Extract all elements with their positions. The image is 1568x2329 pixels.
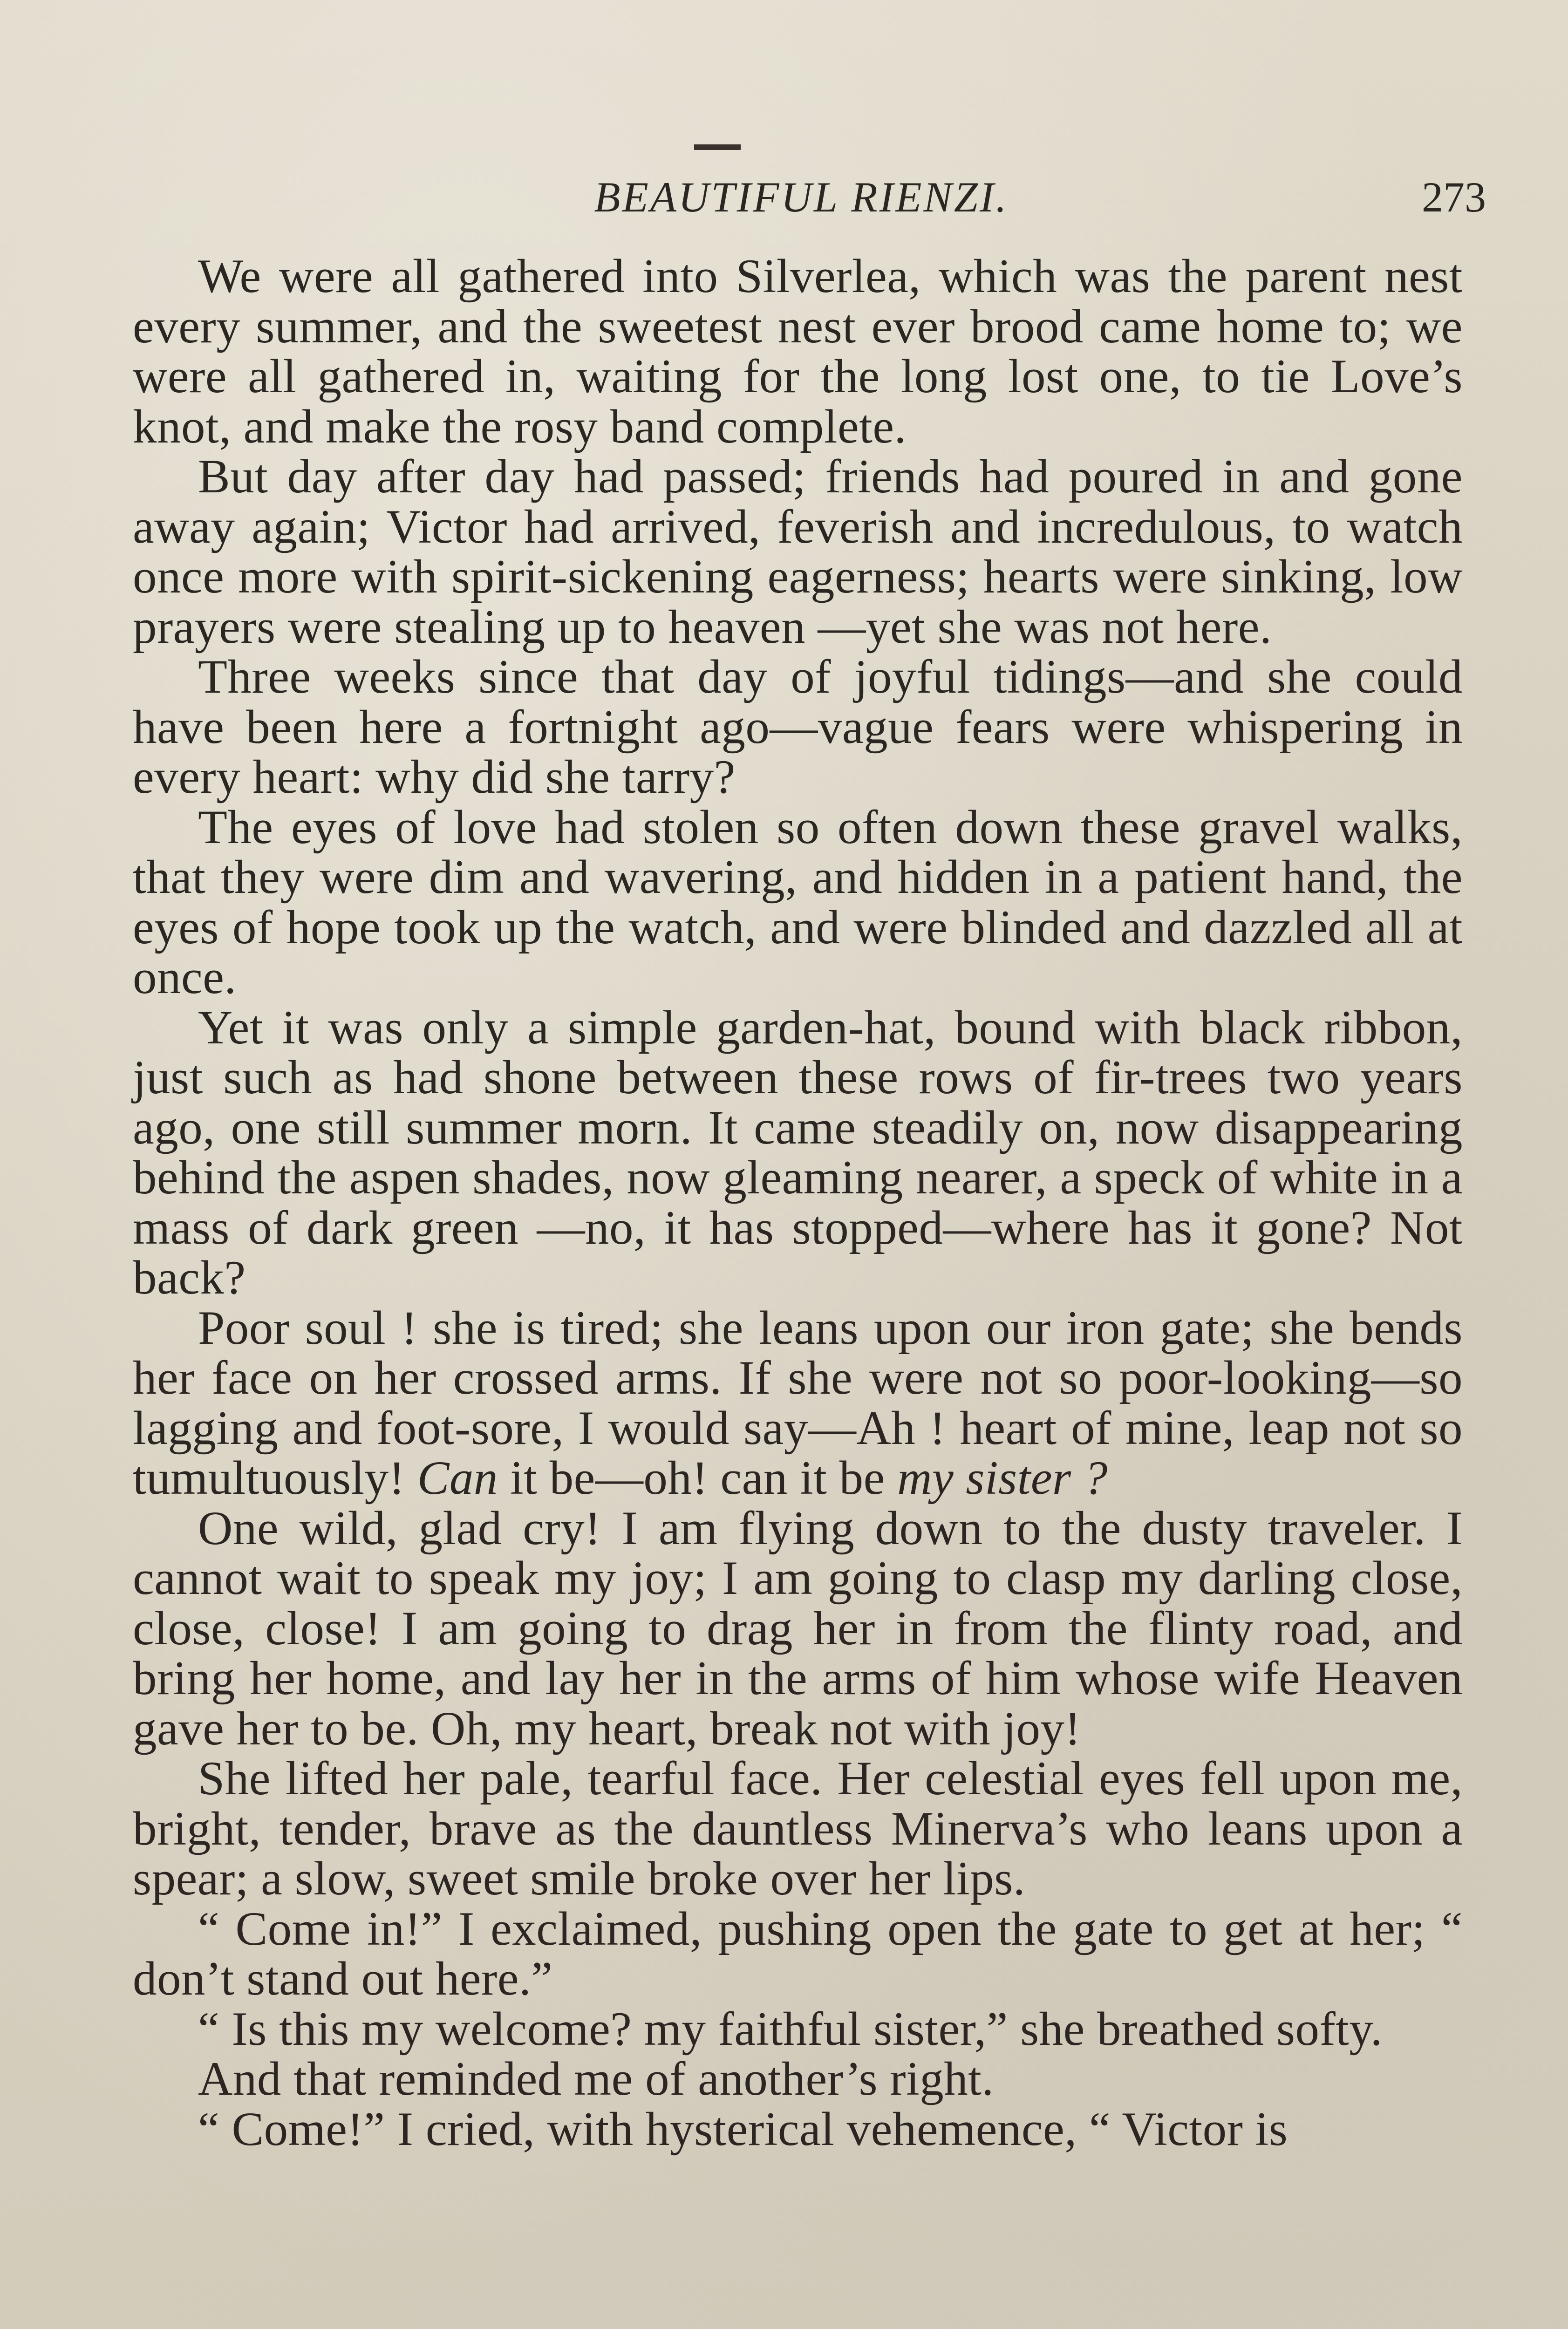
paragraph: We were all gathered into Silverlea, which was the parent nest every summer, and the sweetest nest ever brood came home to; we were all gathered in, waiting for the long lost one, to tie Love’s knot, and make the rosy band complete. (133, 250, 1463, 453)
paragraph-text: it be—oh! can it be (498, 1451, 898, 1505)
paragraph-text: Poor soul ! she is tired; she leans upon our iron gate; she bends her face on her crossed arms. If she were not so poor-looking—so lagging and foot-sore, I would say—Ah ! heart of mine, leap not so tumultuously! (133, 1301, 1463, 1505)
paragraph: The eyes of love had stolen so often down these gravel walks, that they were dim and wavering, and hidden in a patient hand, the eyes of hope took up the watch, and were blinded and dazzled all at once. (133, 800, 1463, 1004)
italic-emphasis: my sister ? (897, 1451, 1108, 1505)
paragraph: Three weeks since that day of joyful tidings—and she could have been here a fortnight ago—vague fears were whispering in every heart: why did she tarry? (133, 650, 1463, 804)
paragraph: She lifted her pale, tearful face. Her celestial eyes fell upon me, bright, tender, brave as the dauntless Minerva’s who leans upon a spear; a slow, sweet smile broke over her lips. (133, 1752, 1463, 1905)
paragraph: And that reminded me of another’s right. (198, 2052, 994, 2105)
body-text (133, 252, 1463, 2154)
paragraph: “ Come in!” I exclaimed, pushing open the gate to get at her; “ don’t stand out here.” (133, 1902, 1463, 2005)
italic-emphasis: Can (417, 1451, 498, 1505)
paragraph: “ Is this my welcome? my faithful sister,” she breathed softy. (198, 2002, 1383, 2056)
paragraph: “ Come!” I cried, with hysterical vehemence, “ Victor is (198, 2102, 1288, 2156)
paragraph: One wild, glad cry! I am flying down to the dusty traveler. I cannot wait to speak my joy; I am going to clasp my darling close, close, close! I am going to drag her in from the flinty road, and bring her home, and lay her in the arms of him whose wife Heaven gave her to be. Oh, my heart, break not with joy! (133, 1501, 1463, 1755)
page-number: 273 (1422, 173, 1486, 221)
page-header (126, 172, 1486, 228)
paragraph (133, 1303, 1463, 1504)
paragraph: Yet it was only a simple garden-hat, bound with black ribbon, just such as had shone between these rows of fir-trees two years ago, one still summer morn. It came steadily on, now disappearing behind the aspen shades, now gleaming nearer, a speck of white in a mass of dark green —no, it has stopped—where has it gone? Not back? (133, 1001, 1463, 1304)
paragraph: But day after day had passed; friends had poured in and gone away again; Victor had arrived, feverish and incredulous, to watch once more with spirit-sickening eagerness; hearts were sinking, low prayers were stealing up to heaven —yet she was not here. (133, 450, 1463, 654)
running-title: BEAUTIFUL RIENZI. (594, 173, 1009, 221)
header-dash-mark (694, 144, 741, 150)
